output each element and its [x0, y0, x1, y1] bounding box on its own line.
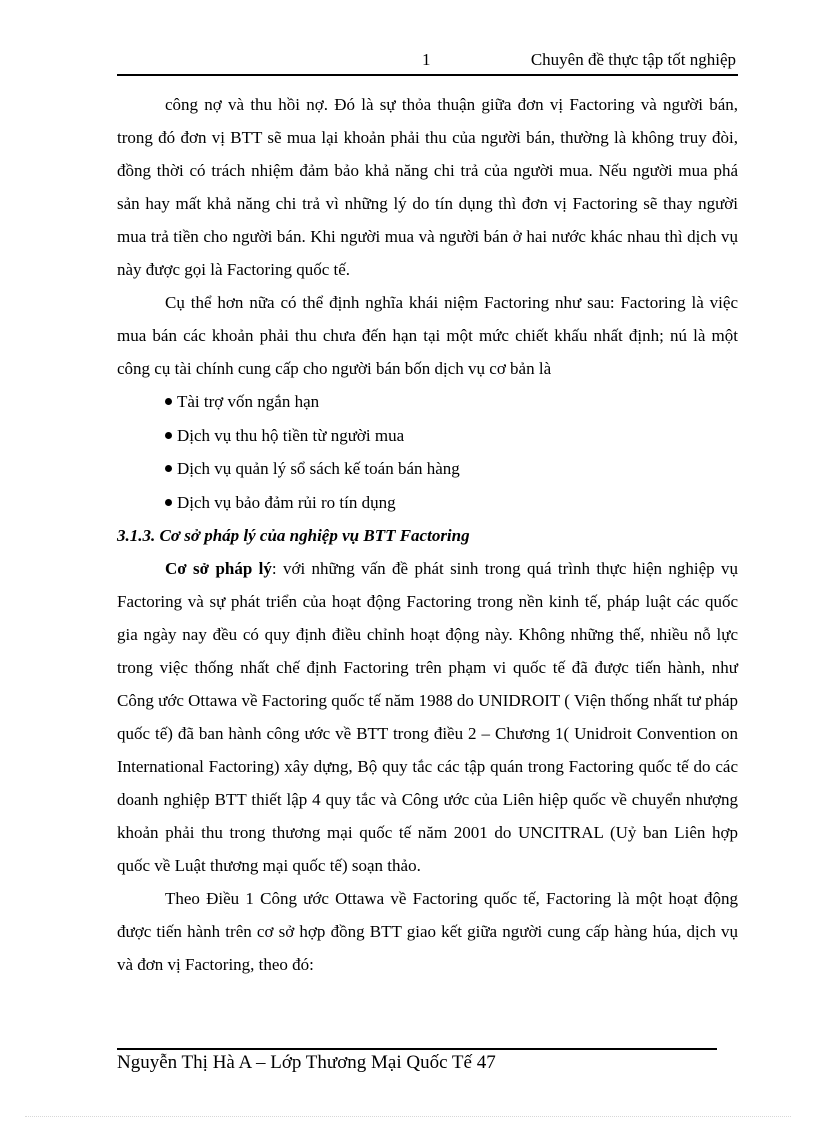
bullet-icon [165, 398, 172, 405]
document-body [117, 88, 738, 981]
page-footer: Nguyễn Thị Hà A – Lớp Thương Mại Quốc Tế 47 [117, 1052, 496, 1073]
list-item-text: Dịch vụ bảo đảm rủi ro tín dụng [177, 492, 396, 512]
paragraph-3 [117, 552, 738, 882]
paragraph-2: Cụ thể hơn nữa có thể định nghĩa khái niệm Factoring như sau: Factoring là việc mua bán các khoản phải thu chưa đến hạn tại một mức chiết khấu nhất định; nú là một công cụ tài chính cung cấp cho người bán bốn dịch vụ cơ bản là [117, 293, 738, 378]
list-item-text: Tài trợ vốn ngắn hạn [177, 392, 320, 411]
page-number: 1 [422, 50, 431, 69]
service-list [117, 385, 738, 519]
section-heading: 3.1.3. Cơ sở pháp lý của nghiệp vụ BTT Factoring [117, 526, 470, 545]
paragraph-4: Theo Điều 1 Công ước Ottawa về Factoring quốc tế, Factoring là một hoạt động được tiến hành trên cơ sở hợp đồng BTT giao kết giữa người cung cấp hàng húa, dịch vụ và đơn vị Factoring, theo đó: [117, 889, 738, 974]
bullet-icon [165, 465, 172, 472]
list-item [165, 486, 738, 520]
header-title: Chuyên đề thực tập tốt nghiệp [530, 50, 736, 69]
list-item [165, 452, 738, 486]
list-item-text: Dịch vụ quản lý sổ sách kế toán bán hàng [177, 459, 460, 478]
paragraph-3-lead: Cơ sở pháp lý [165, 559, 272, 578]
bullet-icon [165, 432, 172, 439]
list-item-text: Dịch vụ thu hộ tiền từ người mua [177, 425, 405, 445]
list-item [165, 419, 738, 453]
paragraph-1: công nợ và thu hồi nợ. Đó là sự thỏa thuận giữa đơn vị Factoring và người bán, trong đó đơn vị BTT sẽ mua lại khoản phải thu của người bán, thường là không truy đòi, đồng thời có trách nhiệm đảm bảo khả năng chi trả của người mua. Nếu người mua phá sản hay mất khả năng chi trả vì những lý do tín dụng thì đơn vị Factoring sẽ thay người mua trả tiền cho người bán. Khi người mua và người bán ở hai nước khác nhau thì dịch vụ này được gọi là Factoring quốc tế. [117, 95, 738, 279]
bullet-icon [165, 499, 172, 506]
paragraph-3-text: : với những vấn đề phát sinh trong quá trình thực hiện nghiệp vụ Factoring và sự phát triển của hoạt động Factoring trong nền kinh tế, pháp luật các quốc gia ngày nay đều có quy định điều chỉnh hoạt động này. Không những thế, nhiều nỗ lực trong việc thống nhất chế định Factoring trên phạm vi quốc tế đã được tiến hành, như Công ước Ottawa về Factoring quốc tế năm 1988 do UNIDROIT ( Viện thống nhất tư pháp quốc tế) đã ban hành công ước về BTT trong điều 2 – Chương 1( Unidroit Convention on International Factoring) xây dựng, Bộ quy tắc các tập quán trong Factoring quốc tế do các doanh nghiệp BTT thiết lập 4 quy tắc và Công ước của Liên hiệp quốc về chuyển nhượng khoản phải thu trong thương mại quốc tế năm 2001 do UNCITRAL (Uỷ ban Liên hợp quốc về Luật thương mại quốc tế) soạn thảo. [117, 559, 738, 875]
footer-rule [117, 1048, 717, 1050]
page-edge-divider [25, 1116, 791, 1117]
page-header [117, 48, 738, 76]
list-item [165, 385, 738, 419]
